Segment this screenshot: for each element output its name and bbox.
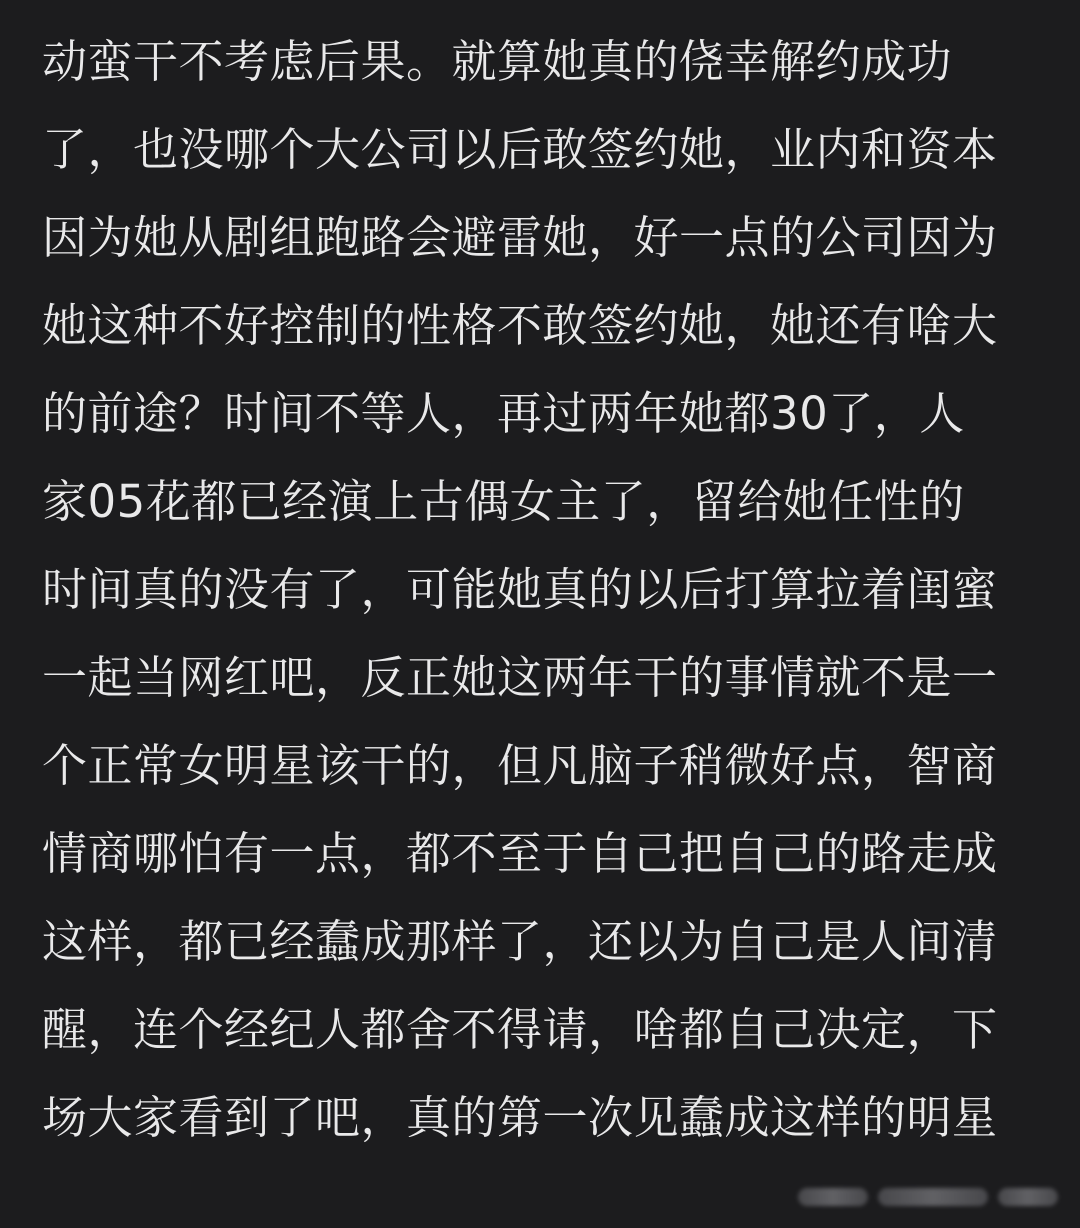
text-line: 她这种不好控制的性格不敢签约她，她还有啥大 [42,299,998,352]
text-line: 场大家看到了吧，真的第一次见蠢成这样的明星 [42,1091,998,1144]
text-line: 动蛮干不考虑后果。就算她真的侥幸解约成功 [42,35,953,88]
text-line: 个正常女明星该干的，但凡脑子稍微好点，智商 [42,739,998,792]
text-line: 了，也没哪个大公司以后敢签约她，业内和资本 [42,123,998,176]
watermark-blur-segment [798,1188,868,1206]
text-line: 因为她从剧组跑路会避雷她，好一点的公司因为 [42,211,998,264]
text-line: 家05花都已经演上古偶女主了，留给她任性的 [42,475,965,528]
text-line: 这样，都已经蠢成那样了，还以为自己是人间清 [42,915,998,968]
text-line: 一起当网红吧，反正她这两年干的事情就不是一 [42,651,998,704]
text-line: 醒，连个经纪人都舍不得请，啥都自己决定，下 [42,1003,998,1056]
text-line: 情商哪怕有一点，都不至于自己把自己的路走成 [42,827,998,880]
watermark-blur-segment [878,1188,988,1206]
text-line: 时间真的没有了，可能她真的以后打算拉着闺蜜 [42,563,998,616]
text-line: 的前途？时间不等人，再过两年她都30了，人 [42,387,965,440]
blurred-watermark [788,1180,1058,1214]
post-text [42,18,1042,1162]
watermark-blur-segment [998,1188,1058,1206]
